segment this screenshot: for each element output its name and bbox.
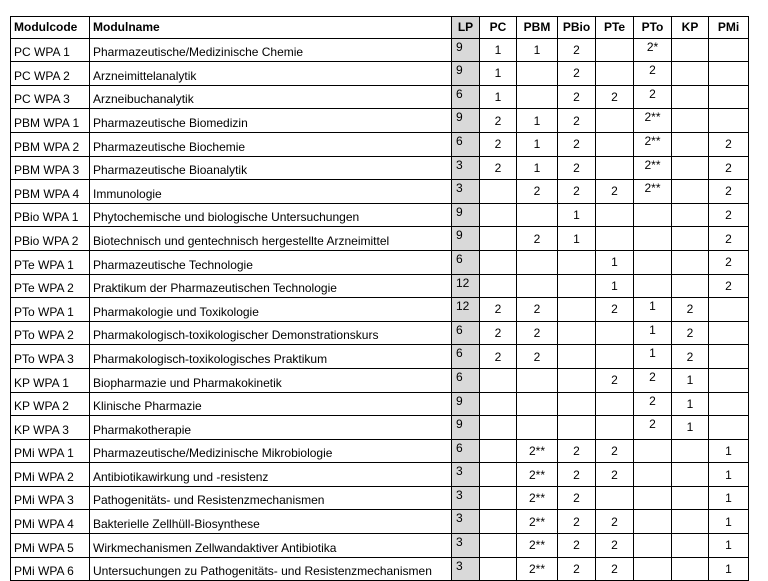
cell-pbio: 2 — [558, 180, 596, 204]
table-row — [11, 486, 749, 510]
cell-kp — [672, 38, 709, 62]
cell-pbm: 2** — [517, 439, 558, 463]
table-row — [11, 227, 749, 251]
table-row — [11, 250, 749, 274]
cell-modulcode: PBM WPA 2 — [11, 132, 90, 156]
cell-pto: 2 — [634, 416, 672, 440]
cell-lp: 3 — [452, 486, 480, 510]
cell-modulcode: PC WPA 1 — [11, 38, 90, 62]
cell-lp: 6 — [452, 345, 480, 369]
cell-pbio: 2 — [558, 463, 596, 487]
cell-lp: 3 — [452, 180, 480, 204]
table-row — [11, 557, 749, 581]
cell-pbm: 2** — [517, 510, 558, 534]
cell-modulname: Pharmazeutische Biochemie — [90, 132, 452, 156]
cell-lp: 6 — [452, 439, 480, 463]
cell-pbm — [517, 368, 558, 392]
cell-pto — [634, 203, 672, 227]
cell-modulcode: PMi WPA 2 — [11, 463, 90, 487]
table-header-row — [11, 17, 749, 39]
cell-pc — [480, 180, 517, 204]
cell-modulname: Biotechnisch und gentechnisch hergestellte Arzneimittel — [90, 227, 452, 251]
cell-kp — [672, 227, 709, 251]
cell-modulname: Arzneibuchanalytik — [90, 85, 452, 109]
cell-kp — [672, 62, 709, 86]
header-kp: KP — [672, 17, 709, 39]
cell-pbm: 2 — [517, 227, 558, 251]
cell-pmi — [709, 345, 749, 369]
header-pmi: PMi — [709, 17, 749, 39]
cell-lp: 3 — [452, 463, 480, 487]
cell-pmi: 1 — [709, 510, 749, 534]
cell-pbio: 2 — [558, 486, 596, 510]
cell-pmi: 1 — [709, 486, 749, 510]
cell-modulcode: PBM WPA 4 — [11, 180, 90, 204]
cell-pc — [480, 250, 517, 274]
cell-kp — [672, 557, 709, 581]
cell-pc — [480, 439, 517, 463]
table-row — [11, 510, 749, 534]
cell-modulname: Pharmakologisch-toxikologischer Demonstrationskurs — [90, 321, 452, 345]
cell-pto — [634, 534, 672, 558]
cell-pc — [480, 416, 517, 440]
cell-kp — [672, 534, 709, 558]
table-row — [11, 203, 749, 227]
cell-pmi: 2 — [709, 227, 749, 251]
cell-pbm: 2 — [517, 298, 558, 322]
cell-pbm: 1 — [517, 109, 558, 133]
cell-pte — [596, 203, 634, 227]
cell-kp: 2 — [672, 321, 709, 345]
cell-kp: 1 — [672, 392, 709, 416]
module-table — [10, 16, 749, 581]
cell-pte: 1 — [596, 274, 634, 298]
cell-modulname: Arzneimittelanalytik — [90, 62, 452, 86]
cell-modulname: Pharmakologie und Toxikologie — [90, 298, 452, 322]
cell-kp — [672, 274, 709, 298]
cell-pmi: 2 — [709, 203, 749, 227]
cell-pc — [480, 392, 517, 416]
cell-pmi — [709, 416, 749, 440]
cell-pbm — [517, 274, 558, 298]
cell-pte — [596, 486, 634, 510]
cell-pbio: 2 — [558, 557, 596, 581]
cell-modulname: Pharmazeutische Bioanalytik — [90, 156, 452, 180]
cell-pbm: 2** — [517, 463, 558, 487]
cell-pbio — [558, 368, 596, 392]
cell-lp: 9 — [452, 227, 480, 251]
cell-lp: 12 — [452, 274, 480, 298]
cell-pmi: 2 — [709, 132, 749, 156]
cell-pbio: 2 — [558, 132, 596, 156]
cell-pte: 2 — [596, 368, 634, 392]
cell-kp — [672, 85, 709, 109]
cell-pbio: 2 — [558, 534, 596, 558]
cell-modulname: Pharmazeutische/Medizinische Mikrobiologie — [90, 439, 452, 463]
cell-lp: 6 — [452, 132, 480, 156]
cell-modulname: Pathogenitäts- und Resistenzmechanismen — [90, 486, 452, 510]
cell-modulname: Pharmazeutische Biomedizin — [90, 109, 452, 133]
cell-pbm: 2** — [517, 534, 558, 558]
cell-pte: 2 — [596, 85, 634, 109]
cell-kp — [672, 156, 709, 180]
cell-pmi — [709, 62, 749, 86]
cell-lp: 9 — [452, 203, 480, 227]
header-pbm: PBM — [517, 17, 558, 39]
cell-pbm: 1 — [517, 132, 558, 156]
cell-pmi — [709, 109, 749, 133]
cell-modulcode: PTe WPA 2 — [11, 274, 90, 298]
cell-kp — [672, 486, 709, 510]
cell-pbio — [558, 392, 596, 416]
cell-pte — [596, 38, 634, 62]
table-row — [11, 534, 749, 558]
cell-pc — [480, 368, 517, 392]
cell-pbio — [558, 416, 596, 440]
cell-pto — [634, 463, 672, 487]
cell-kp — [672, 439, 709, 463]
cell-pmi — [709, 392, 749, 416]
cell-modulname: Pharmazeutische Technologie — [90, 250, 452, 274]
cell-pto: 2* — [634, 38, 672, 62]
table-row — [11, 298, 749, 322]
cell-pto: 2** — [634, 132, 672, 156]
cell-pbm — [517, 62, 558, 86]
table-body — [11, 38, 749, 581]
header-modulname: Modulname — [90, 17, 452, 39]
cell-modulname: Praktikum der Pharmazeutischen Technologie — [90, 274, 452, 298]
header-pte: PTe — [596, 17, 634, 39]
cell-lp: 9 — [452, 416, 480, 440]
cell-pbm — [517, 203, 558, 227]
cell-pc — [480, 274, 517, 298]
cell-pbio: 2 — [558, 62, 596, 86]
cell-pbio: 1 — [558, 227, 596, 251]
cell-modulcode: PMi WPA 5 — [11, 534, 90, 558]
cell-pmi — [709, 298, 749, 322]
cell-lp: 9 — [452, 392, 480, 416]
cell-pbm — [517, 392, 558, 416]
cell-pte — [596, 132, 634, 156]
cell-kp — [672, 109, 709, 133]
cell-modulcode: PC WPA 3 — [11, 85, 90, 109]
cell-pc: 2 — [480, 109, 517, 133]
cell-pmi — [709, 321, 749, 345]
cell-pto — [634, 557, 672, 581]
cell-pbm — [517, 85, 558, 109]
table-row — [11, 321, 749, 345]
cell-pbm: 1 — [517, 156, 558, 180]
cell-modulcode: KP WPA 1 — [11, 368, 90, 392]
table-row — [11, 368, 749, 392]
cell-pte: 2 — [596, 180, 634, 204]
cell-pmi: 1 — [709, 557, 749, 581]
cell-pbio: 2 — [558, 85, 596, 109]
cell-pc: 1 — [480, 62, 517, 86]
cell-kp — [672, 250, 709, 274]
cell-lp: 3 — [452, 557, 480, 581]
cell-modulcode: PMi WPA 6 — [11, 557, 90, 581]
cell-modulcode: PBM WPA 1 — [11, 109, 90, 133]
cell-modulcode: PTo WPA 3 — [11, 345, 90, 369]
cell-modulcode: PMi WPA 3 — [11, 486, 90, 510]
cell-pmi: 2 — [709, 274, 749, 298]
cell-modulcode: KP WPA 2 — [11, 392, 90, 416]
cell-pbm — [517, 416, 558, 440]
table-row — [11, 392, 749, 416]
cell-pte — [596, 156, 634, 180]
cell-pto — [634, 274, 672, 298]
cell-pc — [480, 486, 517, 510]
table-row — [11, 38, 749, 62]
cell-kp: 1 — [672, 368, 709, 392]
cell-pc — [480, 203, 517, 227]
cell-kp: 2 — [672, 345, 709, 369]
cell-pmi: 2 — [709, 156, 749, 180]
cell-pbio: 2 — [558, 156, 596, 180]
cell-pbio — [558, 274, 596, 298]
cell-kp — [672, 132, 709, 156]
cell-pc — [480, 227, 517, 251]
cell-pto: 2 — [634, 85, 672, 109]
header-pto: PTo — [634, 17, 672, 39]
cell-modulname: Wirkmechanismen Zellwandaktiver Antibiotika — [90, 534, 452, 558]
cell-pto: 2 — [634, 368, 672, 392]
cell-lp: 6 — [452, 85, 480, 109]
table-row — [11, 274, 749, 298]
cell-lp: 12 — [452, 298, 480, 322]
cell-pto: 1 — [634, 321, 672, 345]
cell-modulname: Antibiotikawirkung und -resistenz — [90, 463, 452, 487]
cell-pc: 1 — [480, 38, 517, 62]
cell-modulcode: PTo WPA 2 — [11, 321, 90, 345]
cell-pte — [596, 227, 634, 251]
cell-pte: 2 — [596, 534, 634, 558]
cell-kp — [672, 463, 709, 487]
cell-pbio: 2 — [558, 510, 596, 534]
cell-pto: 2** — [634, 180, 672, 204]
cell-modulname: Bakterielle Zellhüll-Biosynthese — [90, 510, 452, 534]
cell-lp: 9 — [452, 109, 480, 133]
cell-pbio — [558, 345, 596, 369]
cell-pte — [596, 62, 634, 86]
cell-pbm: 2** — [517, 486, 558, 510]
cell-modulcode: PBio WPA 2 — [11, 227, 90, 251]
table-row — [11, 345, 749, 369]
cell-modulname: Phytochemische und biologische Untersuchungen — [90, 203, 452, 227]
cell-pto: 1 — [634, 345, 672, 369]
cell-pte — [596, 392, 634, 416]
cell-modulname: Untersuchungen zu Pathogenitäts- und Resistenzmechanismen — [90, 557, 452, 581]
cell-pc — [480, 463, 517, 487]
table-row — [11, 109, 749, 133]
cell-pmi — [709, 38, 749, 62]
cell-pte — [596, 109, 634, 133]
cell-pmi: 1 — [709, 463, 749, 487]
cell-pc: 1 — [480, 85, 517, 109]
cell-pc — [480, 557, 517, 581]
cell-pbm — [517, 250, 558, 274]
cell-pbio — [558, 250, 596, 274]
cell-pto — [634, 250, 672, 274]
cell-modulcode: PC WPA 2 — [11, 62, 90, 86]
cell-lp: 6 — [452, 321, 480, 345]
cell-pc: 2 — [480, 132, 517, 156]
cell-pto — [634, 227, 672, 251]
cell-pc: 2 — [480, 156, 517, 180]
cell-pbm: 2 — [517, 345, 558, 369]
cell-pc: 2 — [480, 298, 517, 322]
header-modulcode: Modulcode — [11, 17, 90, 39]
cell-lp: 3 — [452, 156, 480, 180]
cell-pte: 2 — [596, 439, 634, 463]
cell-kp: 1 — [672, 416, 709, 440]
cell-modulname: Klinische Pharmazie — [90, 392, 452, 416]
cell-modulcode: PTe WPA 1 — [11, 250, 90, 274]
cell-pmi: 1 — [709, 534, 749, 558]
cell-lp: 9 — [452, 62, 480, 86]
cell-kp — [672, 510, 709, 534]
cell-pto — [634, 486, 672, 510]
header-pc: PC — [480, 17, 517, 39]
cell-lp: 6 — [452, 368, 480, 392]
cell-pto: 2 — [634, 62, 672, 86]
cell-pto: 2** — [634, 156, 672, 180]
cell-pbm: 1 — [517, 38, 558, 62]
cell-modulname: Pharmakologisch-toxikologisches Praktikum — [90, 345, 452, 369]
cell-modulname: Pharmakotherapie — [90, 416, 452, 440]
table-row — [11, 180, 749, 204]
cell-pbio: 2 — [558, 38, 596, 62]
header-pbio: PBio — [558, 17, 596, 39]
cell-pc: 2 — [480, 321, 517, 345]
cell-pmi: 2 — [709, 180, 749, 204]
cell-pto: 2** — [634, 109, 672, 133]
cell-pbio: 1 — [558, 203, 596, 227]
table-row — [11, 439, 749, 463]
cell-modulcode: PTo WPA 1 — [11, 298, 90, 322]
cell-modulname: Biopharmazie und Pharmakokinetik — [90, 368, 452, 392]
cell-lp: 3 — [452, 510, 480, 534]
cell-pmi — [709, 85, 749, 109]
table-row — [11, 62, 749, 86]
table-row — [11, 416, 749, 440]
cell-pbio — [558, 321, 596, 345]
table-row — [11, 85, 749, 109]
cell-pbio — [558, 298, 596, 322]
cell-lp: 3 — [452, 534, 480, 558]
cell-modulcode: PBM WPA 3 — [11, 156, 90, 180]
cell-lp: 9 — [452, 38, 480, 62]
cell-pte: 1 — [596, 250, 634, 274]
cell-pte — [596, 321, 634, 345]
table-row — [11, 463, 749, 487]
cell-pte: 2 — [596, 557, 634, 581]
cell-pbm: 2 — [517, 180, 558, 204]
cell-pto — [634, 510, 672, 534]
cell-pte: 2 — [596, 510, 634, 534]
cell-modulcode: PMi WPA 4 — [11, 510, 90, 534]
cell-pc: 2 — [480, 345, 517, 369]
cell-kp: 2 — [672, 298, 709, 322]
cell-pto — [634, 439, 672, 463]
cell-modulcode: PMi WPA 1 — [11, 439, 90, 463]
cell-pbm: 2 — [517, 321, 558, 345]
cell-pbm: 2** — [517, 557, 558, 581]
cell-modulcode: PBio WPA 1 — [11, 203, 90, 227]
cell-kp — [672, 203, 709, 227]
cell-pc — [480, 510, 517, 534]
table-row — [11, 132, 749, 156]
cell-pmi — [709, 368, 749, 392]
cell-lp: 6 — [452, 250, 480, 274]
cell-pto: 1 — [634, 298, 672, 322]
cell-pmi: 2 — [709, 250, 749, 274]
cell-modulname: Immunologie — [90, 180, 452, 204]
cell-pbio: 2 — [558, 439, 596, 463]
cell-pmi: 1 — [709, 439, 749, 463]
cell-modulname: Pharmazeutische/Medizinische Chemie — [90, 38, 452, 62]
cell-pte: 2 — [596, 298, 634, 322]
cell-pte: 2 — [596, 463, 634, 487]
cell-kp — [672, 180, 709, 204]
header-lp: LP — [452, 17, 480, 39]
table-row — [11, 156, 749, 180]
cell-pto: 2 — [634, 392, 672, 416]
cell-pte — [596, 345, 634, 369]
cell-pte — [596, 416, 634, 440]
cell-pbio: 2 — [558, 109, 596, 133]
cell-modulcode: KP WPA 3 — [11, 416, 90, 440]
cell-pc — [480, 534, 517, 558]
